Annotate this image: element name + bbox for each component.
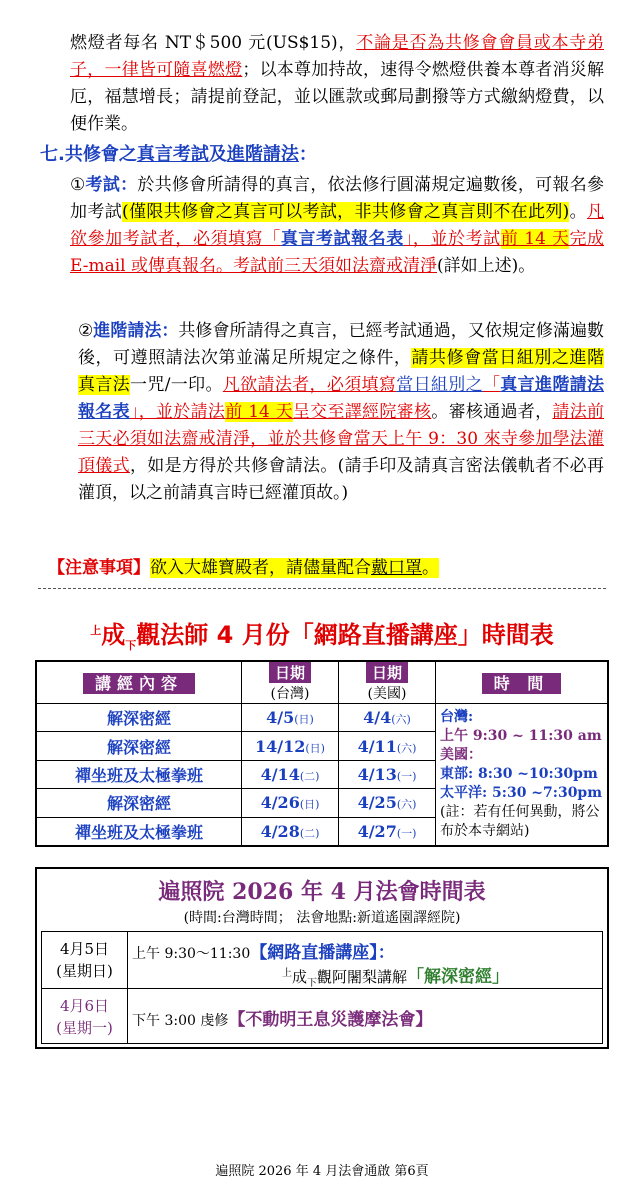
lamp-open-note: 不論是否為共修會會員或本寺弟子，一律皆可隨喜燃燈 (70, 33, 605, 80)
table-row: 禪坐班及太極拳班 4/14(二) 4/13(一) (36, 760, 608, 788)
paragraph-lamp: 燃燈者每名 NT＄500 元(US$15)，不論是否為共修會會員或本寺弟子，一律皆可隨喜燃燈；以本尊加持故，速得令燃燈供養本尊者消災解厄，福慧增長；請提前登記，並以匯款或郵局劃撥等方式繳納燈費，以便作業。 (70, 33, 605, 134)
paragraph-exam: ①考試：於共修會所請得的真言，依法修行圓滿規定遍數後，可報名參加考試(僅限共修會之真言可以考試，非共修會之真言則不在此列)。凡欲參加考試者，必須填寫「真言考試報名表」，並於考試前 14 天完成 E-mail 或傳真報名。考試前三天須如法齋戒清淨(詳如上述)。 (70, 175, 605, 276)
table-row: 禪坐班及太極拳班 4/28(二) 4/27(一) (36, 817, 608, 846)
ceremony-title: 遍照院 2026 年 4 月法會時間表 (158, 879, 486, 905)
section-heading-7: 七.共修會之真言考試及進階請法： (40, 144, 317, 165)
divider (38, 588, 606, 589)
schedule-title: $^上$成$_下$觀法師 4 月份「網路直播講座」時間表 (90, 621, 554, 652)
paragraph-advanced: ②進階請法：共修會所請得之真言，已經考試通過，又依規定修滿遍數後，可遵照請法次第並滿足所規定之條件，請共修會當日組別之進階真言法一咒/一印。凡欲請法者，必須填寫當日組別之「真言進階請法報名表」，並於請法前 14 天呈交至譯經院審核。審核通過者，請法前三天必須如法齋戒清淨，並於共修會當天上午 9：30 來寺參加學法灌頂儀式，如是方得於共修會請法。(請手印及請真言密法儀軌者不必再灌頂，以之前請真言時已經灌頂故。) (78, 321, 605, 503)
ceremony-subtitle: (時間:台灣時間； 法會地點:新道遙園譯經院) (183, 910, 461, 926)
table-row: 解深密經 4/26(日) 4/25(六) (36, 789, 608, 817)
item-number: ② (78, 321, 94, 341)
notice: 【注意事項】欲入大雄寶殿者，請儘量配合戴口罩。 (48, 558, 439, 578)
ceremony-schedule-box (35, 867, 609, 1049)
page-footer: 遍照院 2026 年 4 月法會通啟 第6頁 (215, 1164, 429, 1179)
item-number: ① (70, 175, 86, 195)
ceremony-row: 4月5日 (星期日) 上午 9:30～11:30【網路直播講座】： $^上$成$_下$觀阿闍梨講解「解深密經」 (41, 931, 603, 989)
table-row: 解深密經 14/12(日) 4/11(六) (36, 732, 608, 760)
ceremony-row: 4月6日 (星期一) 下午 3:00 虔修【不動明王息災護摩法會】 (41, 988, 603, 1044)
table-row: 解深密經 4/5(日) 4/4(六) 台灣: 上午 9:30 ~ 11:30 am 美國： 東部: 8:30 ~10:30pm 太平洋: 5:30 ~7:30pm (註：若有任何異動，將公布於本寺網站) (36, 704, 608, 732)
live-lecture-table: 講經內容 日期 (台灣) 日期 (美國) 時 間 解深密經 4/5(日) 4/4(六) 台灣: 上午 9:30 ~ 11:30 am 美國： 東部: 8:30 ~10:30pm 太平洋: 5:30 ~7:30pm (註：若有任何異動，將公布於本寺網站) 解深密經 14/12(日) 4/11(六) 禪坐班及太極拳班 4/14(二) 4/13(一) 解深密經 4/26(日) 4/25(六) 禪坐班及太極拳班 4/28(二) 4/27(一) (35, 660, 609, 847)
